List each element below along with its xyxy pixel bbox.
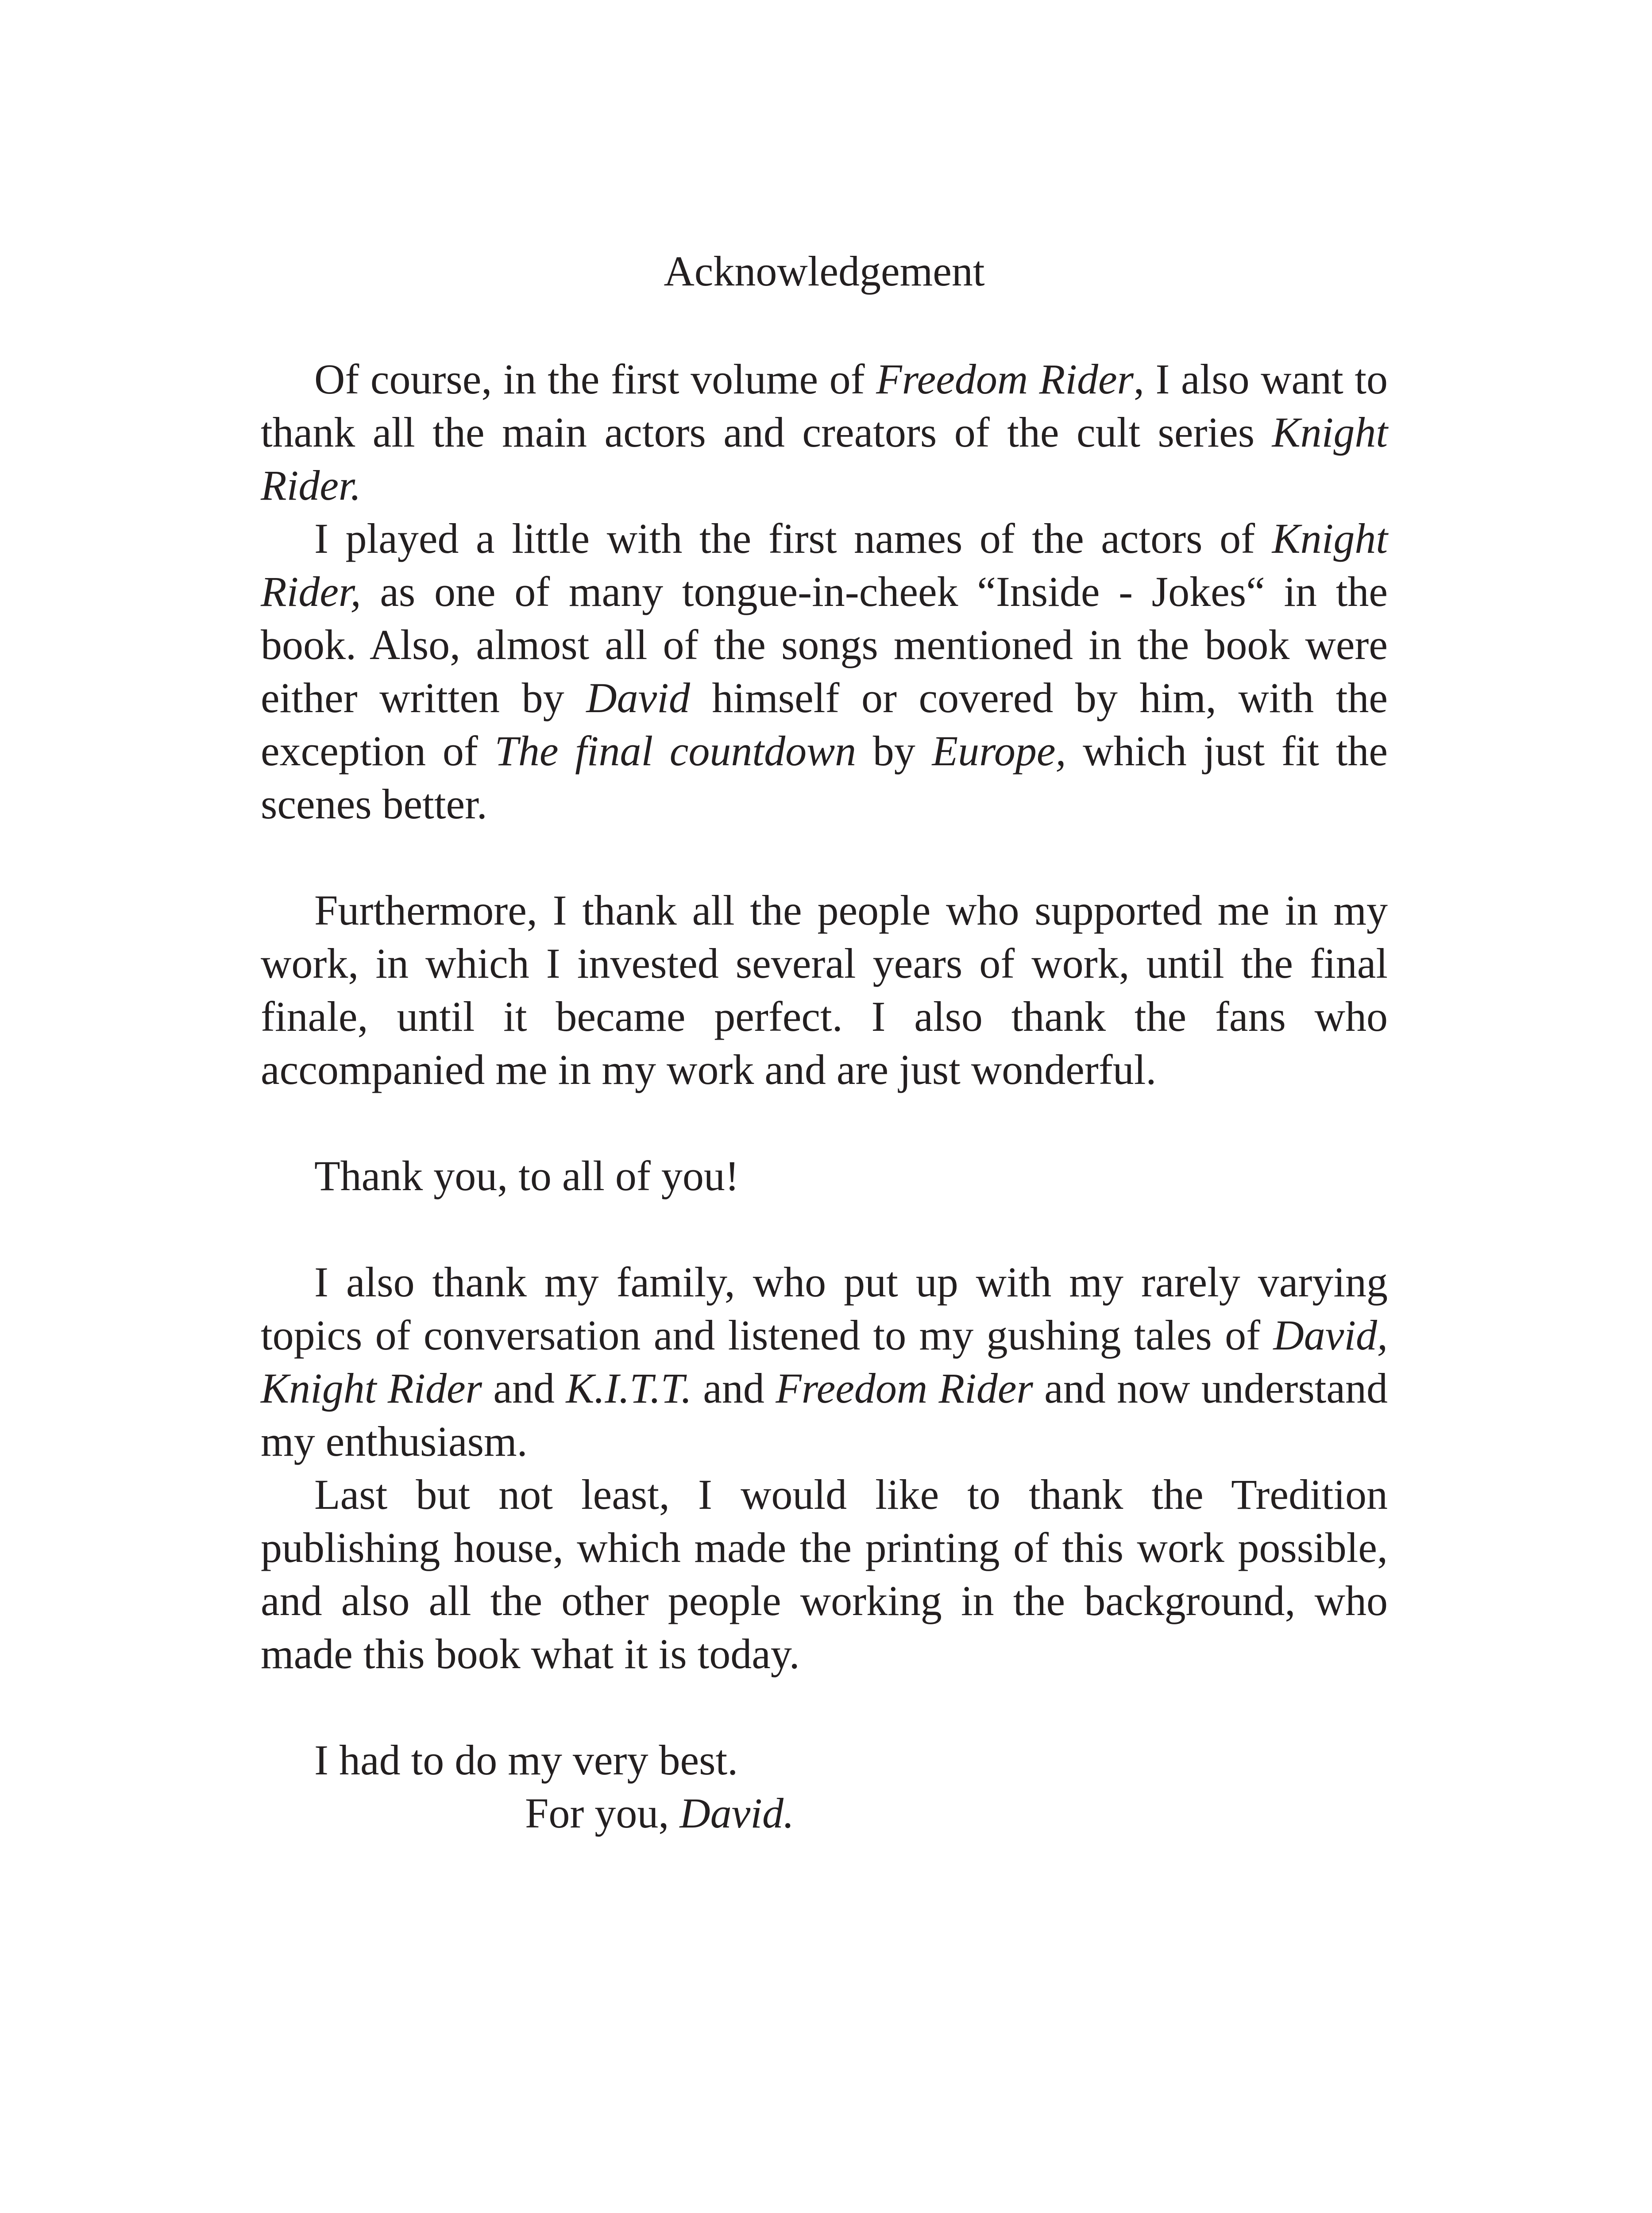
- closing-signature: [261, 1787, 1388, 1840]
- paragraph-text: I played a little with the first names of the actors of: [314, 515, 1272, 562]
- acknowledgement-text: [261, 245, 1388, 1840]
- paragraph-text: by: [856, 727, 932, 775]
- paragraph-text: I also thank my family, who put up with my rarely varying topics of conversation and listened to my gushing tales of: [261, 1258, 1388, 1359]
- italic-title: Freedom Rider: [776, 1365, 1033, 1412]
- paragraph-text: Of course, in the first volume of: [314, 355, 876, 403]
- page-title: Acknowledgement: [664, 247, 985, 295]
- italic-title: Freedom Rider: [876, 355, 1134, 403]
- paragraph-text: and now understand my enthusiasm.: [261, 1365, 1388, 1465]
- italic-band-name: Europe,: [932, 727, 1066, 775]
- italic-song-title: The final countdown: [494, 727, 857, 775]
- italic-title: Knight Rider.: [261, 409, 1388, 509]
- paragraph-text: and: [691, 1365, 776, 1412]
- closing-line: I had to do my very best.: [314, 1736, 738, 1784]
- italic-title: David, Knight Rider: [261, 1311, 1388, 1412]
- italic-title: Knight Rider,: [261, 515, 1388, 615]
- paragraph-text: as one of many tongue-in-cheek “Inside - Jokes“ in the book. Also, almost all of the songs mentioned in the book were either written by: [261, 568, 1388, 721]
- paragraph-gap: [261, 1203, 1388, 1256]
- paragraph-gap: [261, 1681, 1388, 1734]
- signature-prefix: For you,: [525, 1789, 680, 1837]
- paragraph-gap: [261, 831, 1388, 884]
- paragraph-family: [261, 1256, 1388, 1468]
- paragraph-supporters: Furthermore, I thank all the people who supported me in my work, in which I invested several years of work, until the final finale, until it became perfect. I also thank the fans who accompanied me in my work and are just wonderful.: [261, 887, 1388, 1093]
- paragraph-publisher: Last but not least, I would like to thank the Tredition publishing house, which made the printing of this work possible, and also all the other people working in the background, who made this book what it is today.: [261, 1471, 1388, 1677]
- paragraph-inside-jokes: [261, 512, 1388, 831]
- paragraph-text: which just fit the scenes better.: [261, 727, 1388, 828]
- italic-name: David: [586, 674, 690, 721]
- paragraph-gap: [261, 1096, 1388, 1149]
- paragraph-thank-you: Thank you, to all of you!: [314, 1152, 739, 1199]
- paragraph-text: and: [482, 1365, 566, 1412]
- paragraph-text: himself or covered by him, with the exception of: [261, 674, 1388, 775]
- signature-name: David.: [679, 1789, 794, 1837]
- paragraph-freedom-rider-volume: [261, 353, 1388, 512]
- paragraph-text: , I also want to thank all the main actors and creators of the cult series: [261, 355, 1388, 456]
- italic-name: K.I.T.T.: [566, 1365, 692, 1412]
